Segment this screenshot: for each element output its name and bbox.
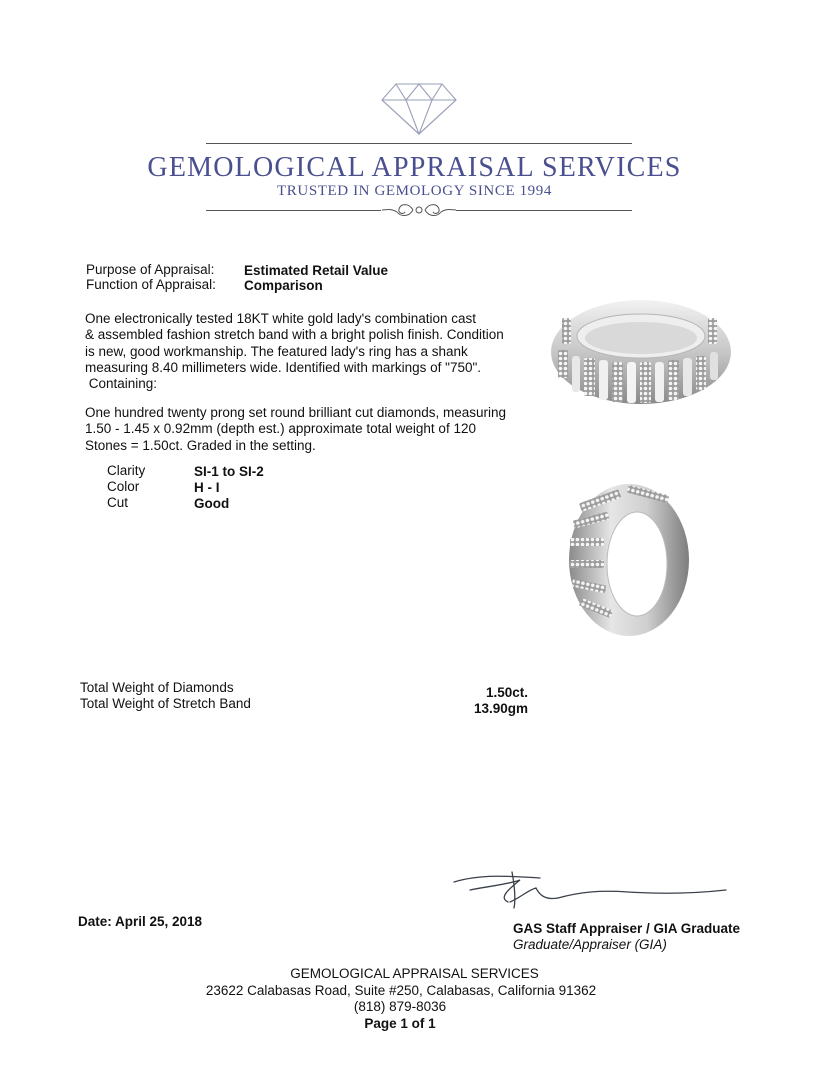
grading-label-clarity: Clarity (107, 463, 146, 478)
grading-value-color: H - I (194, 480, 220, 495)
diamond-line: Stones = 1.50ct. Graded in the setting. (85, 437, 316, 453)
description-line: Containing: (85, 376, 158, 392)
purpose-label: Purpose of Appraisal: (86, 262, 215, 277)
description-line: & assembled fashion stretch band with a bright polish finish. Condition (85, 327, 504, 343)
grading-value-cut: Good (194, 496, 230, 511)
signer-subtitle: Graduate/Appraiser (GIA) (513, 937, 667, 952)
description-line: One electronically tested 18KT white gold lady's combination cast (85, 311, 477, 326)
total-band-weight-label: Total Weight of Stretch Band (80, 696, 251, 711)
grading-value-clarity: SI-1 to SI-2 (194, 464, 264, 479)
signer-title: GAS Staff Appraiser / GIA Graduate (513, 921, 741, 936)
diamond-logo-icon (380, 82, 458, 136)
grading-label-color: Color (107, 479, 140, 494)
header-rule-top (206, 143, 632, 144)
brand-name: GEMOLOGICAL APPRAISAL SERVICES (147, 152, 682, 183)
description-line: is new, good workmanship. The featured lady's ring has a shank (85, 343, 468, 359)
footer-address: 23622 Calabasas Road, Suite #250, Calabasas, California 91362 (205, 983, 597, 998)
description-line: measuring 8.40 millimeters wide. Identified with markings of "750". (85, 359, 482, 375)
header-rule-left (206, 210, 381, 211)
grading-label-cut: Cut (107, 495, 129, 510)
function-label: Function of Appraisal: (86, 277, 216, 292)
function-value: Comparison (244, 278, 323, 293)
diamond-line: One hundred twenty prong set round brilliant cut diamonds, measuring (85, 405, 506, 420)
appraisal-date: Date: April 25, 2018 (78, 914, 203, 929)
item-description (85, 311, 525, 392)
total-diamond-weight-value: 1.50ct. (486, 685, 529, 700)
footer-company: GEMOLOGICAL APPRAISAL SERVICES (290, 966, 539, 981)
diamond-line: 1.50 - 1.45 x 0.92mm (depth est.) approximate total weight of 120 (85, 421, 476, 437)
ring-photo-side (548, 296, 734, 408)
ring-photo-front (565, 482, 693, 638)
header-rule-right (456, 210, 632, 211)
diamond-description (85, 405, 525, 454)
brand-tagline: TRUSTED IN GEMOLOGY SINCE 1994 (277, 183, 552, 199)
total-band-weight-value: 13.90gm (474, 701, 529, 716)
scroll-ornament-icon (381, 200, 457, 220)
purpose-value: Estimated Retail Value (244, 263, 389, 278)
page-number: Page 1 of 1 (364, 1016, 436, 1031)
signature-image (450, 868, 730, 914)
total-diamond-weight-label: Total Weight of Diamonds (80, 680, 234, 695)
footer-phone: (818) 879-8036 (353, 999, 447, 1014)
